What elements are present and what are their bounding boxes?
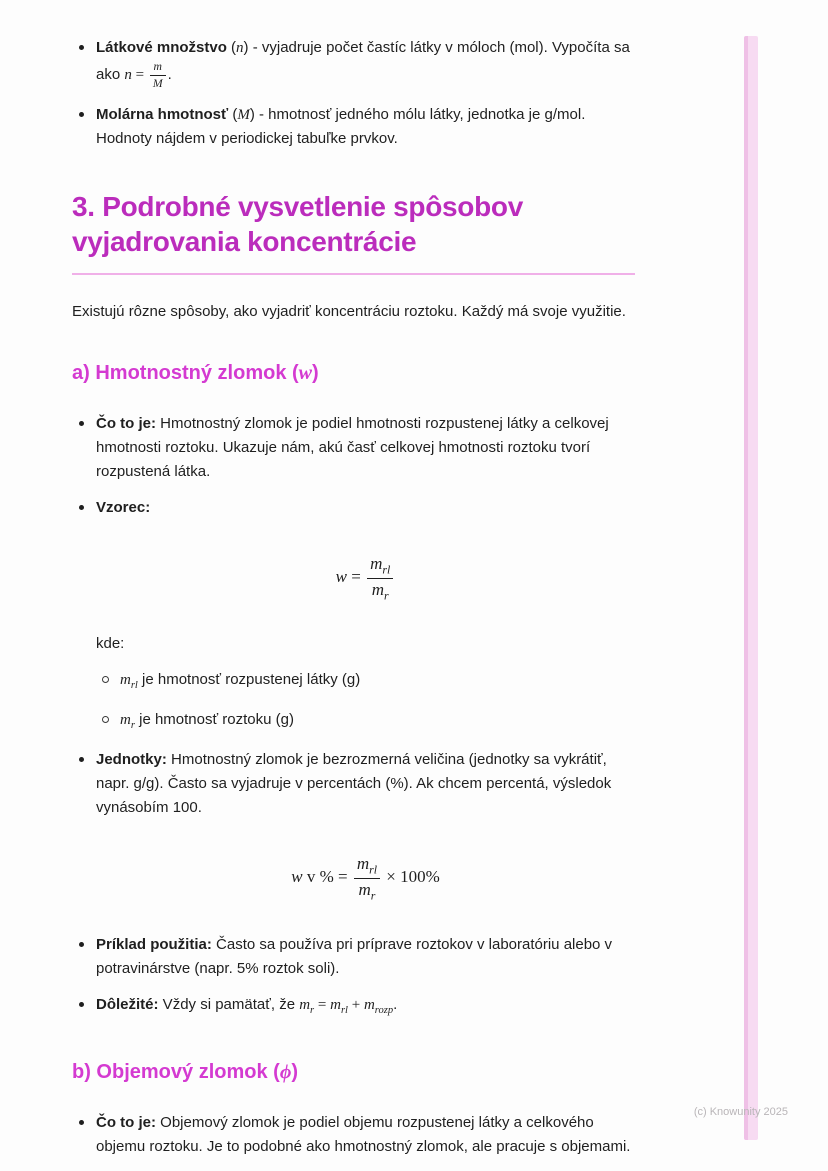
heading-divider bbox=[72, 273, 635, 275]
section-heading: 3. Podrobné vysvetlenie spôsobov vyjadrovania koncentrácie bbox=[72, 191, 523, 258]
decorative-stripe bbox=[744, 36, 758, 1140]
list-item: Čo to je: Objemový zlomok je podiel objemu rozpustenej látky a celkového objemu roztoku. Je to podobné ako hmotnostný zlomok, ale pracuje s objemami. bbox=[72, 1111, 635, 1159]
math-variable: w bbox=[291, 867, 303, 887]
math-expression bbox=[124, 60, 167, 91]
list-item: Príklad použitia: Často sa používa pri príprave roztokov v laboratóriu alebo v potravinárstve (napr. 5% roztok soli). bbox=[72, 933, 635, 981]
math-variable: n bbox=[124, 66, 132, 83]
math-expression bbox=[299, 362, 312, 384]
fraction-numerator bbox=[367, 554, 393, 579]
subsection-heading: a) Hmotnostný zlomok (w) bbox=[72, 362, 319, 385]
math-expression bbox=[291, 854, 440, 903]
bold-text: Príklad použitia: bbox=[96, 935, 212, 953]
bullet-list bbox=[72, 36, 635, 151]
display-formula bbox=[72, 854, 635, 902]
math-variable: m bbox=[299, 996, 311, 1013]
math-expression bbox=[299, 996, 394, 1016]
bold-text: Jednotky: bbox=[96, 751, 167, 769]
bold-text: Vzorec: bbox=[96, 499, 151, 517]
math-roman: = bbox=[347, 567, 366, 587]
bullet-list bbox=[72, 933, 635, 1023]
list-item: $m_{rl}$ je hmotnosť rozpustenej látky (g) bbox=[96, 668, 635, 698]
footer-credit: (c) Knowunity 2025 bbox=[693, 1106, 788, 1118]
math-expression bbox=[335, 554, 396, 603]
math-variable: m bbox=[120, 672, 131, 689]
math-subscript: rl bbox=[369, 862, 378, 877]
math-subscript: r bbox=[130, 720, 135, 732]
math-variable: w bbox=[298, 362, 313, 385]
subsection-heading: b) Objemový zlomok (ϕ) bbox=[72, 1060, 299, 1083]
fraction-numerator bbox=[150, 60, 166, 76]
math-variable: n bbox=[236, 40, 244, 56]
math-variable: ϕ bbox=[279, 1060, 292, 1083]
math-roman: v % = bbox=[302, 867, 352, 887]
list-item: Dôležité: Vždy si pamätať, že $m_r = m_{rl} + m_{rozp}$. bbox=[72, 993, 635, 1023]
fraction-denominator bbox=[367, 579, 393, 603]
bold-text: Látkové množstvo bbox=[96, 39, 227, 56]
paragraph: Existujú rôzne spôsoby, ako vyjadriť koncentráciu roztoku. Každý má svoje využitie. bbox=[72, 303, 626, 321]
bold-text: Dôležité: bbox=[96, 995, 159, 1013]
bold-text: Molárna hmotnosť bbox=[96, 106, 229, 124]
math-roman: + bbox=[347, 996, 364, 1013]
display-formula bbox=[72, 554, 635, 602]
math-variable: m bbox=[120, 712, 131, 729]
math-subscript: rozp bbox=[374, 1004, 394, 1016]
math-variable: m bbox=[330, 996, 341, 1013]
math-expression bbox=[120, 712, 135, 732]
math-subscript: r bbox=[384, 588, 389, 603]
math-expression bbox=[237, 107, 250, 123]
list-item: Molárna hmotnosť (M) - hmotnosť jedného mólu látky, jednotka je g/mol. Hodnoty nájdem v periodickej tabuľke prvkov. bbox=[72, 103, 635, 151]
document-content bbox=[72, 36, 635, 1171]
math-expression bbox=[280, 1061, 292, 1083]
fraction bbox=[367, 554, 393, 602]
bullet-list bbox=[72, 1111, 635, 1159]
math-variable: m bbox=[153, 60, 162, 73]
math-roman: = bbox=[131, 66, 148, 83]
bold-text: Čo to je: bbox=[96, 1113, 156, 1131]
bullet-list bbox=[72, 412, 635, 520]
math-subscript: rl bbox=[130, 680, 138, 692]
fraction-numerator bbox=[354, 854, 380, 879]
math-roman: × 100% bbox=[382, 867, 440, 887]
sub-bullet-list bbox=[96, 668, 635, 738]
formula-label: kde: bbox=[96, 635, 125, 653]
list-item: $m_r$ je hmotnosť roztoku (g) bbox=[96, 708, 635, 738]
math-variable: M bbox=[237, 107, 250, 124]
math-subscript: rl bbox=[382, 562, 391, 577]
math-variable: m bbox=[363, 996, 375, 1013]
math-subscript: rl bbox=[340, 1004, 348, 1016]
math-expression bbox=[120, 672, 138, 692]
math-variable: w bbox=[335, 567, 348, 587]
bullet-list bbox=[72, 748, 635, 820]
math-subscript: r bbox=[370, 888, 376, 903]
list-item: Látkové množstvo (n) - vyjadruje počet častíc látky v móloch (mol). Vypočíta sa ako n = $\frac{m}{M}$ . bbox=[72, 36, 635, 91]
math-expression bbox=[236, 40, 244, 56]
math-variable: m bbox=[356, 854, 370, 874]
bold-text: Čo to je: bbox=[96, 415, 156, 433]
list-item bbox=[72, 496, 635, 520]
list-item: Čo to je: Hmotnostný zlomok je podiel hmotnosti rozpustenej látky a celkovej hmotnosti roztoku. Ukazuje nám, akú časť celkovej hmotnosti roztoku tvorí rozpustená látka. bbox=[72, 412, 635, 484]
list-item: Jednotky: Hmotnostný zlomok je bezrozmerná veličina (jednotky sa vykrátiť, napr. g/g). Často sa vyjadruje v percentách (%). Ak chcem percentá, výsledok vynásobím 100. bbox=[72, 748, 635, 820]
fraction-denominator bbox=[354, 879, 380, 903]
math-variable: m bbox=[371, 579, 385, 599]
fraction bbox=[150, 60, 166, 91]
math-variable: m bbox=[358, 880, 371, 900]
math-variable: M bbox=[152, 77, 163, 91]
math-roman: = bbox=[314, 996, 331, 1013]
fraction bbox=[354, 854, 380, 902]
math-variable: m bbox=[370, 554, 383, 574]
fraction-denominator bbox=[150, 76, 166, 91]
math-subscript: r bbox=[310, 1004, 315, 1016]
